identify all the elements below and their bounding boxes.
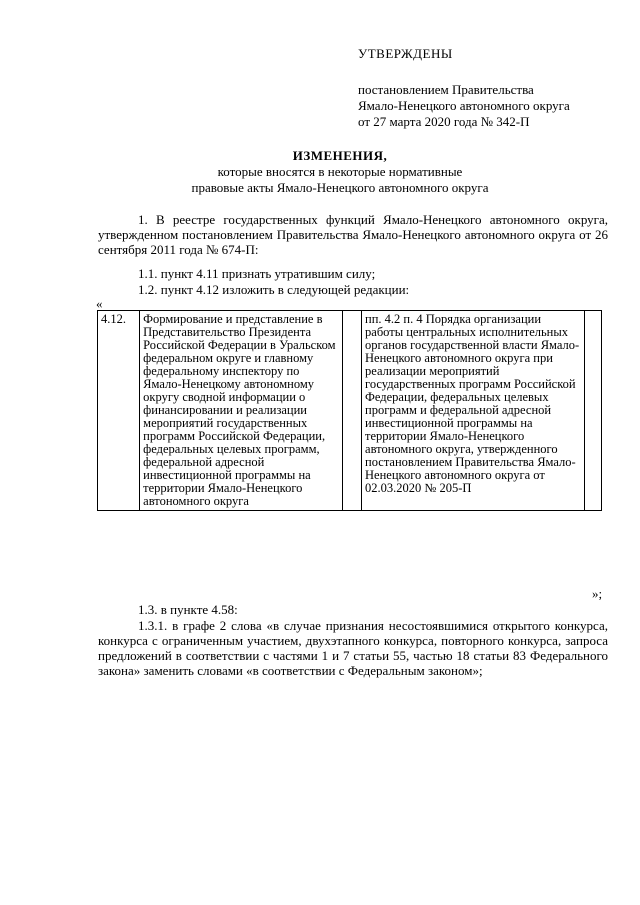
cell-empty-end xyxy=(584,311,601,511)
cell-empty xyxy=(342,311,361,511)
approval-line-3: от 27 марта 2020 года № 342-П xyxy=(358,114,530,129)
heading-subtitle-2: правовые акты Ямало-Ненецкого автономного округа xyxy=(191,180,489,195)
paragraph-1-3-1: 1.3.1. в графе 2 слова «в случае признания несостоявшимися открытого конкурса, конкурса с ограниченным участием, двухэтапного конкурса, повторного конкурса, запроса предложений в соответствии с частями 1 и 7 статьи 55, частью 18 статьи 83 Федерального закона» заменить словами «в соответствии с Федеральным законом»; xyxy=(98,618,608,678)
close-quote: »; xyxy=(592,586,603,601)
approval-line-1: постановлением Правительства xyxy=(358,82,534,97)
heading-title: ИЗМЕНЕНИЯ, xyxy=(292,148,388,163)
document-heading xyxy=(90,148,590,196)
paragraph-1-3: 1.3. в пункте 4.58: xyxy=(138,602,238,617)
registry-table xyxy=(97,310,602,511)
cell-number: 4.12. xyxy=(98,311,140,511)
paragraph-1-1: 1.1. пункт 4.11 признать утратившим силу; xyxy=(138,266,376,281)
cell-function-name: Формирование и представление в Представительство Президента Российской Федерации в Уральском федеральном округе и главному федеральному инспектору по Ямало-Ненецкому автономному округу сводной информации о финансировании и реализации мероприятий государственных программ Российской Федерации, федеральных целевых программ, федеральной адресной инвестиционной программы на территории Ямало-Ненецкого автономного округа xyxy=(140,311,343,511)
approval-block xyxy=(358,46,570,130)
open-quote: « xyxy=(96,296,103,311)
heading-subtitle-1: которые вносятся в некоторые нормативные xyxy=(217,164,463,179)
table-row xyxy=(98,311,602,511)
cell-legal-basis: пп. 4.2 п. 4 Порядка организации работы центральных исполнительных органов государственной власти Ямало-Ненецкого автономного округа при реализации мероприятий государственных программ Российской Федерации, федеральных целевых программ и федеральной адресной инвестиционной программы на территории Ямало-Ненецкого автономного округа, утвержденного постановлением Правительства Ямало-Ненецкого автономного округа от 02.03.2020 № 205-П xyxy=(362,311,585,511)
approval-line-2: Ямало-Ненецкого автономного округа xyxy=(358,98,570,113)
paragraph-1-2: 1.2. пункт 4.12 изложить в следующей редакции: xyxy=(138,282,410,297)
paragraph-1: 1. В реестре государственных функций Ямало-Ненецкого автономного округа, утвержденном постановлением Правительства Ямало-Ненецкого автономного округа от 26 сентября 2011 года № 674-П: xyxy=(98,212,608,257)
approval-title: УТВЕРЖДЕНЫ xyxy=(358,46,453,61)
